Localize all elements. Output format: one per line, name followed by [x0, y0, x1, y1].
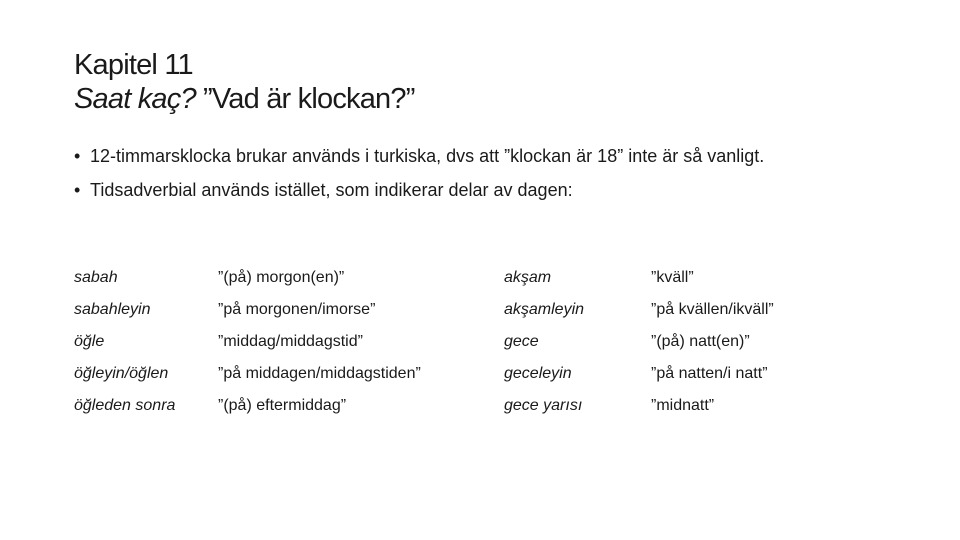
table-row	[74, 358, 834, 390]
vocabulary-table	[74, 262, 834, 422]
turkish-term: gece	[504, 333, 539, 350]
lesson-title-swedish: ”Vad är klockan?”	[195, 83, 415, 115]
turkish-term: öğle	[74, 333, 105, 350]
slide-title	[74, 48, 894, 116]
swedish-translation: ”på morgonen/imorse”	[218, 301, 376, 318]
swedish-translation: ”på middagen/middagstiden”	[218, 365, 421, 382]
bullet-text: 12-timmarsklocka brukar används i turkiska, dvs att ”klockan är 18” inte är så vanligt.	[90, 146, 765, 166]
swedish-translation: ”på kvällen/ikväll”	[651, 301, 774, 318]
swedish-translation: ”(på) morgon(en)”	[218, 269, 345, 286]
swedish-translation: ”(på) natt(en)”	[651, 333, 750, 350]
bullet-item	[74, 180, 874, 201]
swedish-translation: ”(på) eftermiddag”	[218, 397, 347, 414]
turkish-term: sabah	[74, 269, 118, 286]
table-row	[74, 294, 834, 326]
swedish-translation: ”midnatt”	[651, 397, 715, 414]
swedish-translation: ”på natten/i natt”	[651, 365, 768, 382]
lesson-title	[74, 82, 894, 116]
turkish-term: geceleyin	[504, 365, 572, 382]
turkish-term: akşamleyin	[504, 301, 585, 318]
bullet-list	[74, 146, 874, 214]
table-row	[74, 326, 834, 358]
chapter-title: Kapitel 11	[74, 49, 193, 81]
turkish-term: akşam	[504, 269, 552, 286]
turkish-term: sabahleyin	[74, 301, 151, 318]
bullet-marker: •	[74, 146, 81, 166]
turkish-term: gece yarısı	[504, 397, 583, 414]
swedish-translation: ”middag/middagstid”	[218, 333, 363, 350]
table-row	[74, 390, 834, 422]
bullet-item	[74, 146, 874, 167]
turkish-term: öğleden sonra	[74, 397, 176, 414]
turkish-term: öğleyin/öğlen	[74, 365, 169, 382]
table-row	[74, 262, 834, 294]
bullet-marker: •	[74, 180, 81, 200]
lesson-title-turkish: Saat kaç?	[74, 83, 196, 115]
bullet-text: Tidsadverbial används istället, som indikerar delar av dagen:	[90, 180, 573, 200]
swedish-translation: ”kväll”	[651, 269, 694, 286]
